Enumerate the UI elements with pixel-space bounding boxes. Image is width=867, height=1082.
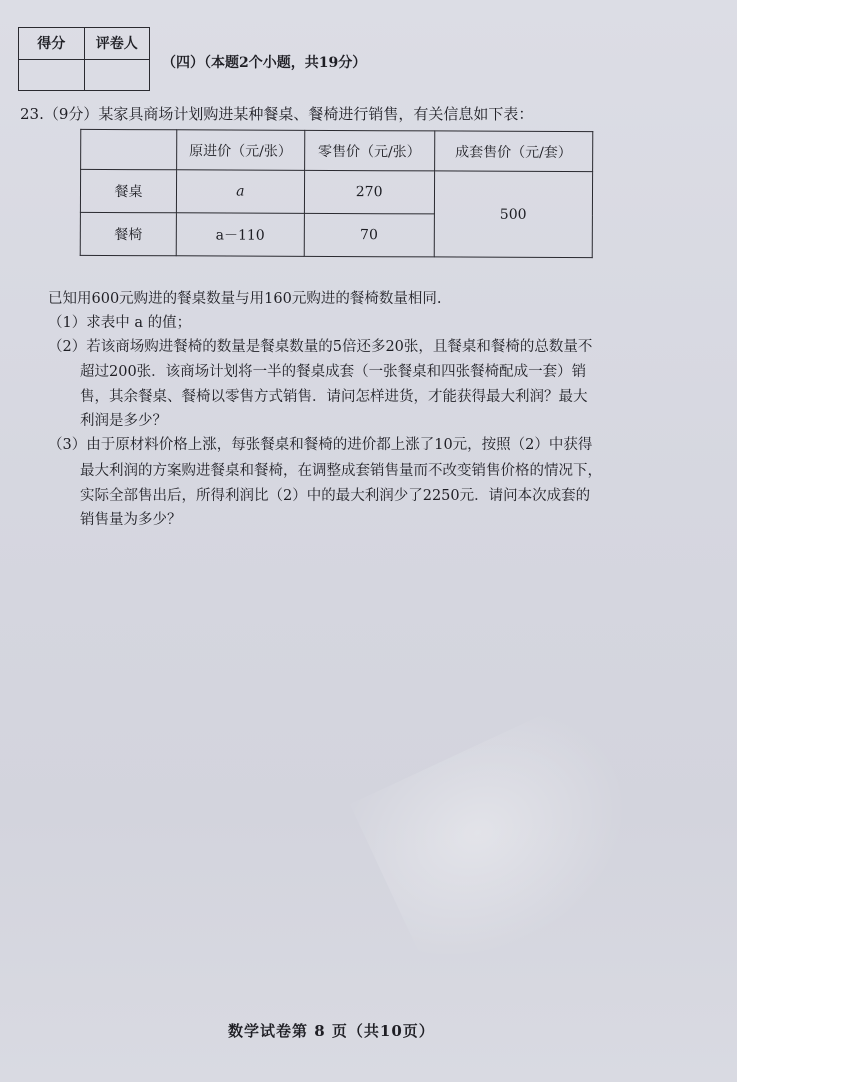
part3-line: （3）由于原材料价格上涨，每张餐桌和餐椅的进价都上涨了10元，按照（2）中获得 (48, 437, 593, 453)
row-retail: 270 (304, 170, 434, 214)
part2-line: （2）若该商场购进餐椅的数量是餐桌数量的5倍还多20张，且餐桌和餐椅的总数量不 (48, 339, 593, 355)
grader-label: 评卷人 (84, 28, 150, 60)
given-text: 已知用600元购进的餐桌数量与用160元购进的餐椅数量相同. (48, 291, 442, 307)
table-header-cell (81, 129, 177, 169)
part2-line: 超过200张．该商场计划将一半的餐桌成套（一张餐桌和四张餐椅配成一套）销 (80, 364, 587, 380)
row-name: 餐椅 (80, 212, 176, 255)
set-price: 500 (434, 171, 593, 258)
grader-cell (84, 59, 150, 91)
section-title: （四）（本题2个小题，共19分） (162, 55, 367, 71)
part3-line: 最大利润的方案购进餐桌和餐椅，在调整成套销售量而不改变销售价格的情况下， (80, 463, 602, 479)
row-name: 餐桌 (80, 169, 176, 212)
row-retail: 70 (304, 213, 434, 257)
table-header-row (81, 129, 593, 171)
question-header: 23.（9分）某家具商场计划购进某种餐桌、餐椅进行销售，有关信息如下表： (20, 105, 534, 123)
price-table (80, 129, 594, 258)
table-header-cell: 成套售价（元/套） (434, 131, 593, 172)
page-footer: 数学试卷第 8 页（共10页） (228, 1022, 435, 1040)
part3-line: 销售量为多少？ (80, 512, 182, 528)
table-header-cell: 零售价（元/张） (304, 130, 434, 171)
score-label: 得分 (19, 28, 85, 60)
row-cost: a (176, 170, 304, 214)
table-row (80, 169, 592, 214)
score-box (18, 27, 150, 91)
part2-line: 利润是多少？ (80, 413, 167, 429)
part3-line: 实际全部售出后，所得利润比（2）中的最大利润少了2250元．请问本次成套的 (80, 488, 591, 504)
part2-line: 售，其余餐桌、餐椅以零售方式销售．请问怎样进货，才能获得最大利润？最大 (80, 389, 588, 405)
part1-text: （1）求表中 a 的值； (48, 315, 192, 331)
row-cost: a－110 (176, 213, 304, 257)
score-cell (19, 59, 85, 91)
table-header-cell: 原进价（元/张） (177, 130, 305, 171)
